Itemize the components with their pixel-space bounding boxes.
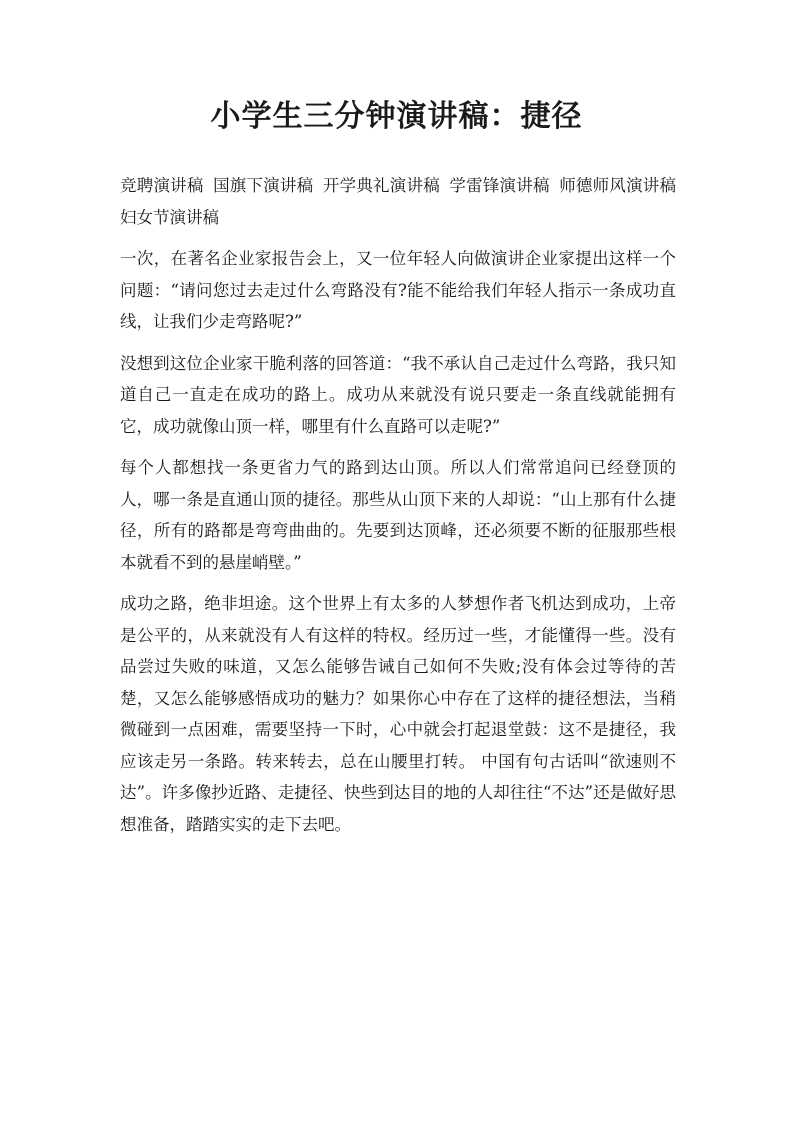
- related-link-teacher-ethics-speech[interactable]: 师德师风演讲稿: [559, 176, 677, 195]
- document-title: 小学生三分钟演讲稿：捷径: [210, 99, 583, 134]
- related-link-competition-speech[interactable]: 竞聘演讲稿: [120, 176, 204, 195]
- related-link-womens-day-speech[interactable]: 妇女节演讲稿: [120, 207, 219, 227]
- document-body: [120, 170, 676, 850]
- paragraph-2: 没想到这位企业家干脆利落的回答道：“我不承认自己走过什么弯路，我只知道自己一直走在成功的路上。成功从来就没有说只要走一条直线就能拥有它，成功就像山顶一样，哪里有什么直路可以走呢?”: [120, 353, 676, 436]
- related-link-flag-speech[interactable]: 国旗下演讲稿: [213, 176, 314, 195]
- related-links: [120, 170, 676, 233]
- related-link-lei-feng-speech[interactable]: 学雷锋演讲稿: [449, 176, 550, 195]
- paragraph-1: 一次，在著名企业家报告会上，又一位年轻人向做演讲企业家提出这样一个问题：“请问您过去走过什么弯路没有?能不能给我们年轻人指示一条成功直线，让我们少走弯路呢?”: [120, 249, 676, 331]
- paragraph-3: 每个人都想找一条更省力气的路到达山顶。所以人们常常追问已经登顶的人，哪一条是直通山顶的捷径。那些从山顶下来的人却说：“山上那有什么捷径，所有的路都是弯弯曲曲的。先要到达顶峰，还必须要不断的征服那些根本就看不到的悬崖峭壁。”: [120, 458, 676, 572]
- related-link-opening-ceremony-speech[interactable]: 开学典礼演讲稿: [322, 176, 440, 195]
- paragraph-4: 成功之路，绝非坦途。这个世界上有太多的人梦想作者飞机达到成功，上帝是公平的，从来就没有人有这样的特权。经历过一些，才能懂得一些。没有品尝过失败的味道，又怎么能够告诫自己如何不失败;没有体会过等待的苦楚，又怎么能够感悟成功的魅力？如果你心中存在了这样的捷径想法，当稍微碰到一点困难，需要坚持一下时，心中就会打起退堂鼓：这不是捷径，我应该走另一条路。转来转去，总在山腰里打转。 中国有句古话叫“欲速则不达”。许多像抄近路、走捷径、快些到达目的地的人却往往“不达”还是做好思想准备，踏踏实实的走下去吧。: [120, 594, 676, 834]
